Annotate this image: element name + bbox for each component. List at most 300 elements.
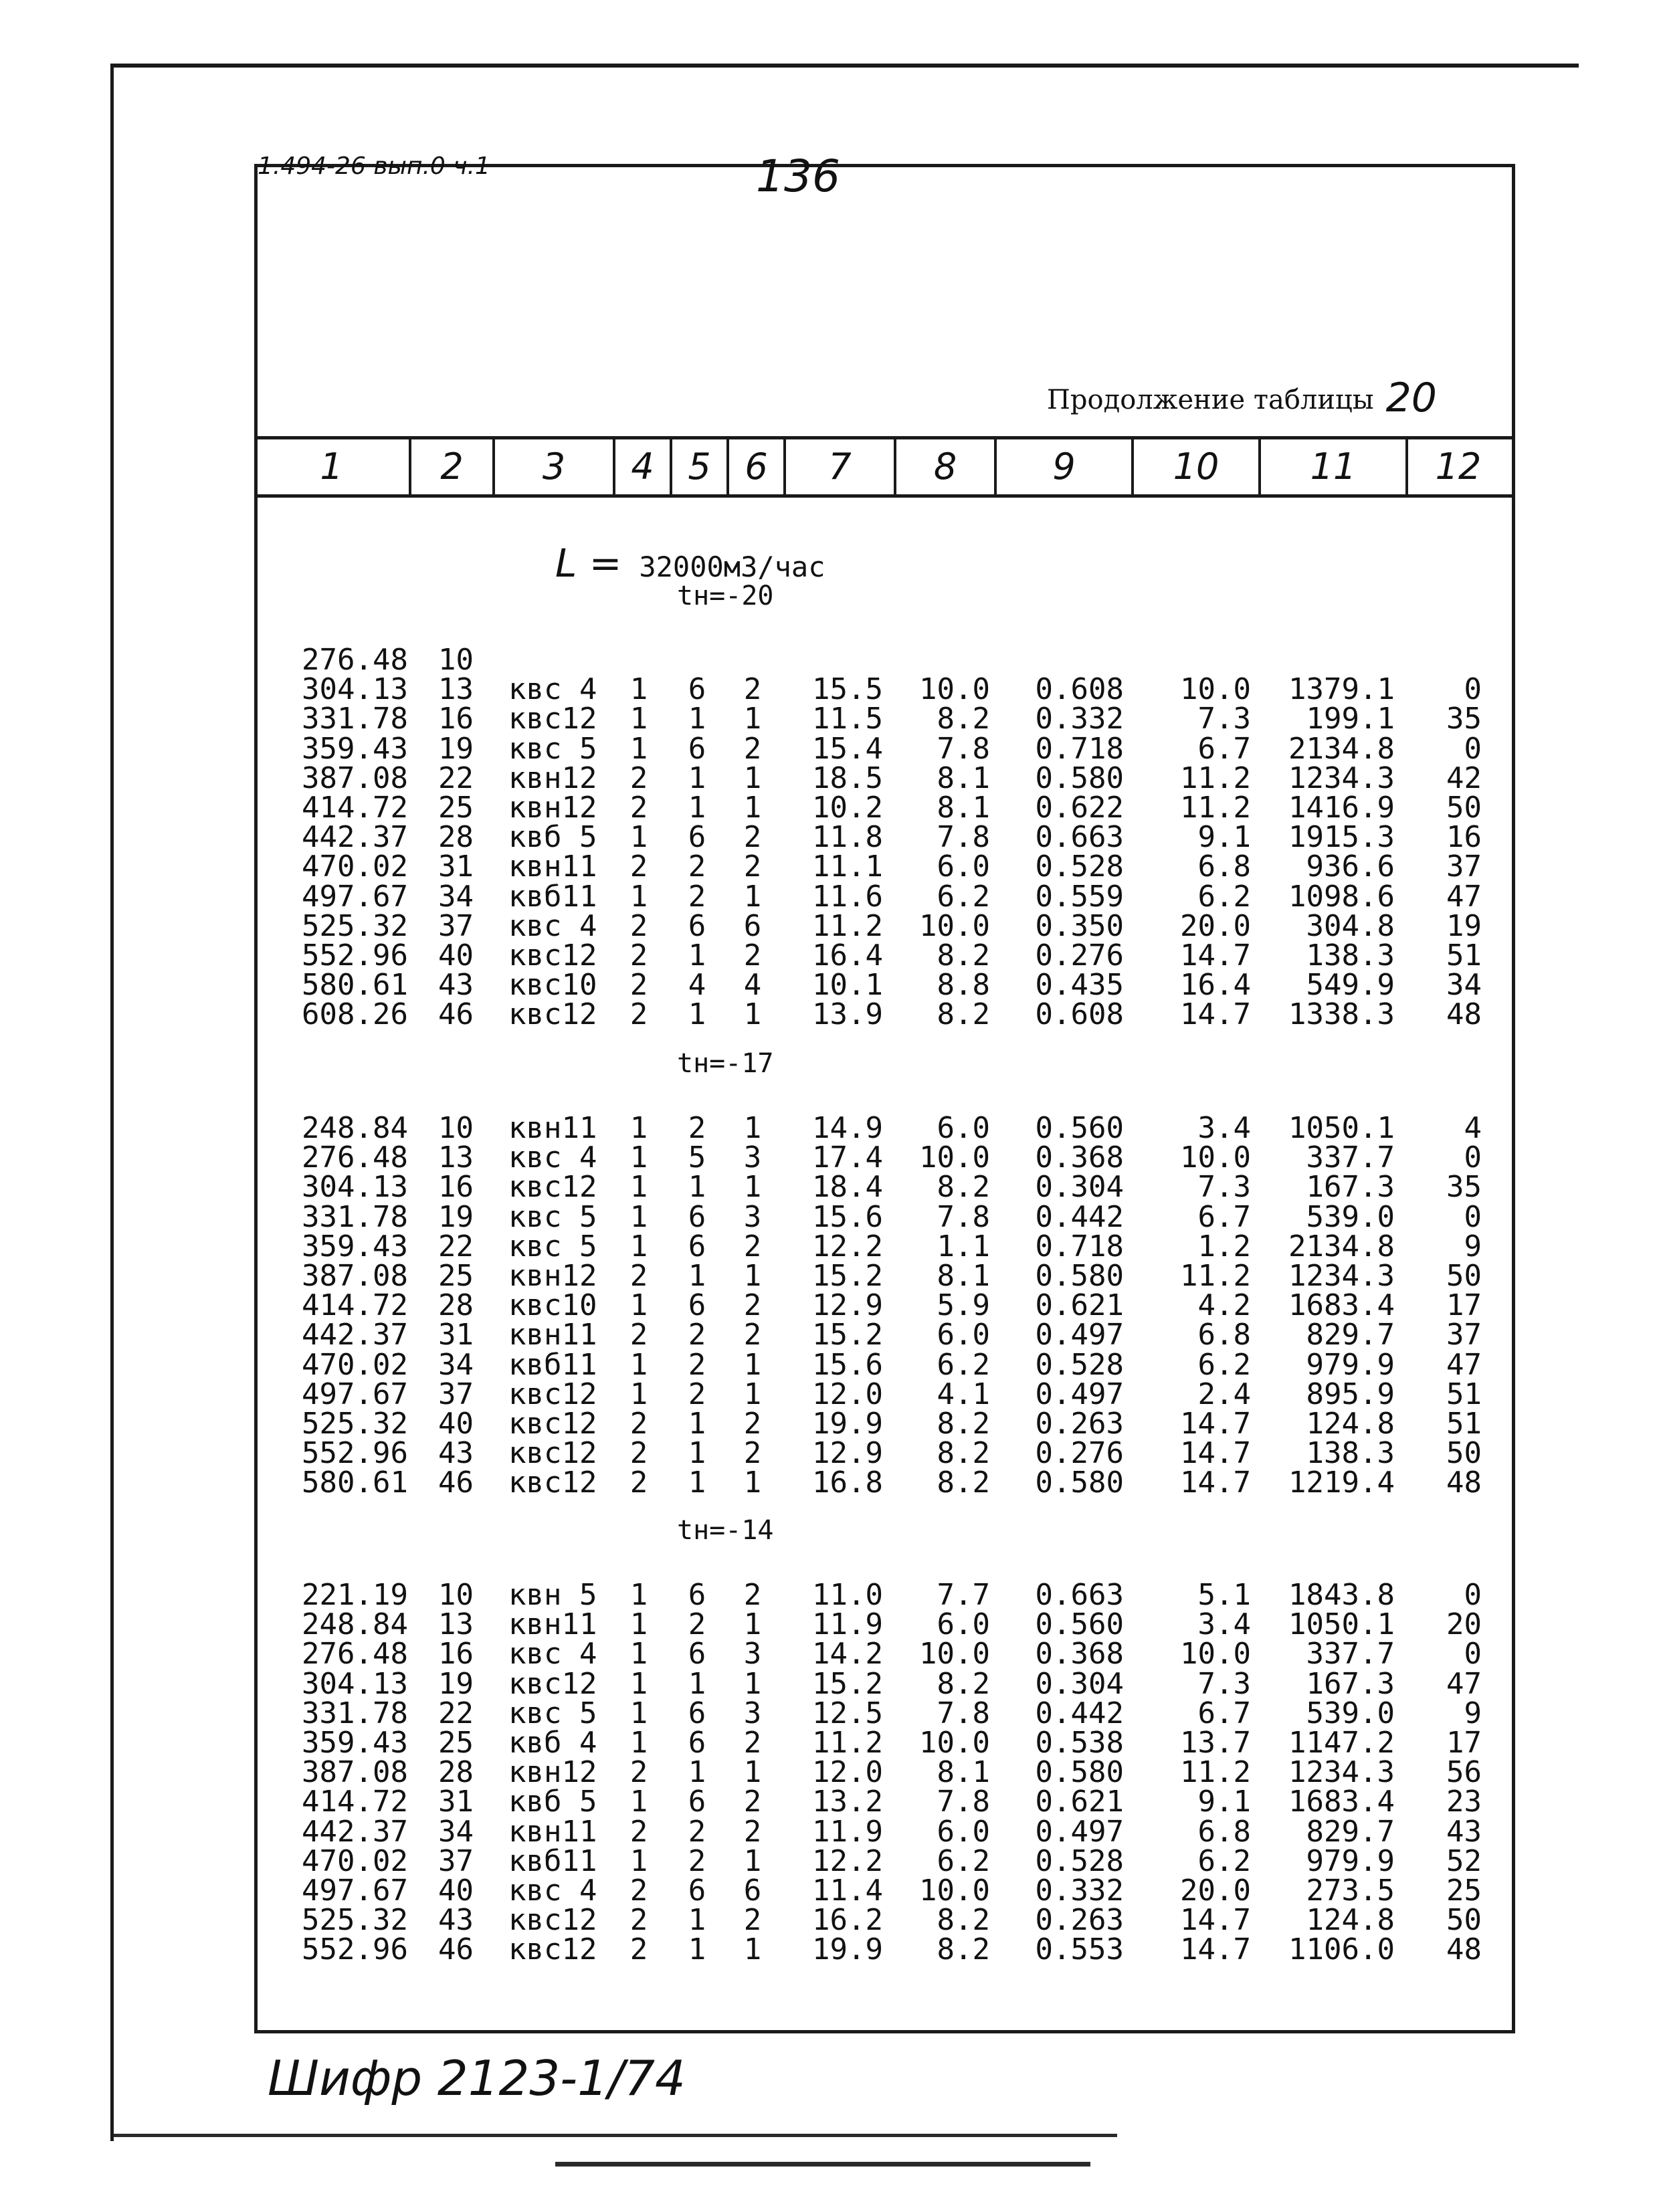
table-cell: 25 [438,1259,474,1293]
table-cell: 0.538 [1035,1726,1124,1760]
table-cell: 1 [743,1377,762,1411]
table-row [0,1436,1659,1471]
table-cell: 1 [629,702,648,736]
table-cell: 276.48 [302,643,408,677]
table-cell: 0.560 [1035,1111,1124,1145]
table-cell: 40 [438,938,474,973]
table-cell: 1098.6 [1288,879,1395,914]
table-cell: 19 [438,1666,474,1701]
table-cell: 2 [688,1377,706,1411]
table-row [0,1377,1659,1411]
table-row [0,1409,1659,1439]
table-row [0,938,1659,973]
column-header: 9 [997,439,1134,494]
table-cell: 37 [438,1843,474,1878]
table-cell: 10.1 [812,968,883,1003]
table-cell: 6 [688,1199,706,1234]
table-cell: квс12 [508,938,597,973]
table-cell: 2 [743,938,762,973]
table-row [0,1140,1659,1175]
table-cell: 0.442 [1035,1199,1124,1234]
table-cell: 14.9 [812,1111,883,1145]
table-cell: 2 [688,1814,706,1849]
table-cell: 10.0 [1180,1637,1251,1672]
table-cell: 497.67 [302,1874,408,1908]
table-row [0,731,1659,766]
table-cell: 979.9 [1306,1843,1395,1878]
table-cell: 0 [1464,1199,1482,1234]
table-cell: 0.497 [1035,1814,1124,1849]
table-cell: 1 [688,791,706,825]
table-cell: 6.0 [937,849,990,884]
table-cell: 37 [1446,1318,1482,1352]
continuation-title [1047,375,1437,421]
table-cell: 2 [743,672,762,707]
table-cell: 9 [1464,1229,1482,1264]
table-cell: 3 [743,1696,762,1730]
table-cell: 2 [743,1288,762,1323]
table-cell: 525.32 [302,1903,408,1938]
table-cell: 1416.9 [1288,791,1395,825]
table-cell: 1.1 [937,1229,990,1264]
table-cell: 14.7 [1180,1466,1251,1500]
table-cell: 48 [1446,1932,1482,1967]
table-cell: 1683.4 [1288,1785,1395,1819]
table-row [0,1814,1659,1849]
table-cell: 0.497 [1035,1318,1124,1352]
table-cell: 414.72 [302,1288,408,1323]
table-cell: 11.2 [1180,1259,1251,1293]
table-cell: 1 [743,1843,762,1878]
table-cell: 35 [1446,1170,1482,1205]
table-cell: 6.2 [937,1843,990,1878]
table-cell: 52 [1446,1843,1482,1878]
table-cell: 51 [1446,938,1482,973]
table-cell: 442.37 [302,820,408,855]
table-cell: 221.19 [302,1578,408,1612]
table-cell: 1234.3 [1288,1755,1395,1790]
table-row [0,879,1659,914]
table-cell: 50 [1446,1436,1482,1471]
table-cell: 4 [688,968,706,1003]
table-cell: 167.3 [1306,1170,1395,1205]
table-row [0,1843,1659,1878]
table-cell: 895.9 [1306,1377,1395,1411]
table-cell: 6 [743,908,762,943]
table-cell: 3.4 [1197,1111,1251,1145]
table-cell: 7.8 [937,1696,990,1730]
table-cell: 8.2 [937,997,990,1032]
column-header: 7 [786,439,896,494]
table-row [0,645,1659,675]
table-row [0,761,1659,795]
table-cell: 46 [438,1466,474,1500]
table-cell: 0 [1464,1140,1482,1175]
table-cell: 9.1 [1197,1785,1251,1819]
table-cell: 414.72 [302,791,408,825]
table-row [0,1755,1659,1790]
table-cell: 11.2 [1180,761,1251,795]
table-cell: 2 [629,1932,648,1967]
table-cell: 11.2 [1180,791,1251,825]
table-cell: 1 [743,1755,762,1790]
table-cell: 6.7 [1197,1696,1251,1730]
table-cell: 16.4 [1180,968,1251,1003]
table-cell: 37 [1446,849,1482,884]
table-cell: 50 [1446,791,1482,825]
table-cell: 1 [743,879,762,914]
table-cell: 6 [688,672,706,707]
table-cell: 1 [743,1607,762,1642]
table-cell: 2 [629,968,648,1003]
table-cell: 6 [743,1874,762,1908]
column-header: 4 [615,439,672,494]
table-cell: 1 [688,1932,706,1967]
table-cell: 0.304 [1035,1666,1124,1701]
table-cell: 12.5 [812,1696,883,1730]
table-row [0,1903,1659,1938]
table-cell: 8.2 [937,1436,990,1471]
table-cell: 304.13 [302,672,408,707]
table-cell: 1 [743,1932,762,1967]
table-row [0,1696,1659,1730]
table-cell: 2 [743,849,762,884]
table-cell: 1 [629,731,648,766]
table-cell: 525.32 [302,1407,408,1441]
table-number: 20 [1385,375,1437,421]
table-cell: 3.4 [1197,1607,1251,1642]
table-cell: 0.350 [1035,908,1124,943]
table-cell: 199.1 [1306,702,1395,736]
table-cell: 470.02 [302,1843,408,1878]
table-cell: 0.368 [1035,1637,1124,1672]
table-cell: 6.8 [1197,1814,1251,1849]
table-cell: 50 [1446,1903,1482,1938]
table-cell: 1 [629,820,648,855]
table-row [0,1347,1659,1382]
table-cell: 51 [1446,1407,1482,1441]
table-cell: 539.0 [1306,1696,1395,1730]
table-cell: 1 [629,1578,648,1612]
table-cell: 10.0 [1180,672,1251,707]
table-cell: 10 [438,643,474,677]
table-cell: 0.497 [1035,1377,1124,1411]
table-cell: 1 [629,1347,648,1382]
table-cell: 13 [438,1607,474,1642]
table-cell: 273.5 [1306,1874,1395,1908]
table-cell: 15.2 [812,1318,883,1352]
table-cell: 1106.0 [1288,1932,1395,1967]
table-cell: 2 [743,1318,762,1352]
table-cell: 25 [438,791,474,825]
table-cell: 497.67 [302,1377,408,1411]
table-cell: 0.276 [1035,938,1124,973]
table-cell: 48 [1446,1466,1482,1500]
table-cell: 19.9 [812,1407,883,1441]
table-cell: 7.8 [937,1785,990,1819]
table-cell: 6.2 [937,1347,990,1382]
table-cell: 6 [688,1578,706,1612]
table-cell: 1050.1 [1288,1607,1395,1642]
table-cell: 14.7 [1180,1407,1251,1441]
table-cell: 7.8 [937,731,990,766]
table-row [0,1320,1659,1350]
table-cell: 8.1 [937,791,990,825]
table-cell: 1 [629,1785,648,1819]
table-cell: 1 [743,791,762,825]
table-cell: 6 [688,1229,706,1264]
table-cell: 16 [438,1170,474,1205]
table-cell: квс12 [508,997,597,1032]
table-cell: 2 [743,1785,762,1819]
table-cell: 0.332 [1035,1874,1124,1908]
table-cell: квн11 [508,1318,597,1352]
table-cell: 8.2 [937,1170,990,1205]
table-row [0,793,1659,823]
table-cell: 6.7 [1197,1199,1251,1234]
table-cell: 15.2 [812,1259,883,1293]
table-cell: 6.2 [1197,1843,1251,1878]
table-cell: 6.0 [937,1607,990,1642]
table-cell: 552.96 [302,1436,408,1471]
table-cell: 10.0 [919,1726,990,1760]
table-cell: 331.78 [302,1696,408,1730]
table-cell: квс12 [508,1932,597,1967]
table-cell: 15.5 [812,672,883,707]
table-cell: 0.608 [1035,997,1124,1032]
table-cell: 1 [688,1259,706,1293]
table-cell: 1 [629,1666,648,1701]
table-cell: квн11 [508,1111,597,1145]
table-cell: 0.621 [1035,1785,1124,1819]
table-cell: квс 4 [508,1140,597,1175]
table-cell: 6 [688,1288,706,1323]
table-cell: 12.9 [812,1288,883,1323]
table-cell: квс 5 [508,731,597,766]
table-cell: 10.0 [919,1140,990,1175]
table-cell: 0 [1464,1578,1482,1612]
table-cell: квн12 [508,791,597,825]
table-cell: 0.560 [1035,1607,1124,1642]
table-cell: 2 [743,1578,762,1612]
table-cell: 13.9 [812,997,883,1032]
table-cell: 2 [629,1318,648,1352]
table-cell: 8.2 [937,702,990,736]
table-cell: 1 [629,1199,648,1234]
table-cell: 2 [743,1407,762,1441]
table-cell: 46 [438,997,474,1032]
table-cell: 2 [743,1436,762,1471]
flow-label [555,540,825,586]
flow-value: 32000м3/час [639,550,825,583]
table-cell: 8.2 [937,1466,990,1500]
column-header: 8 [896,439,997,494]
table-cell: квб11 [508,1347,597,1382]
table-cell: 2 [688,879,706,914]
table-cell: 0.580 [1035,1755,1124,1790]
table-cell: 1 [688,1466,706,1500]
table-cell: 304.13 [302,1666,408,1701]
table-cell: 43 [1446,1814,1482,1849]
table-cell: 10.0 [919,672,990,707]
table-cell: 15.6 [812,1347,883,1382]
table-cell: 6.8 [1197,849,1251,884]
table-cell: 1 [629,1170,648,1205]
table-cell: 11.2 [812,908,883,943]
table-cell: 9.1 [1197,820,1251,855]
table-cell: 2 [629,1903,648,1938]
table-cell: 10.2 [812,791,883,825]
column-header: 5 [672,439,729,494]
table-cell: 40 [438,1407,474,1441]
table-row [0,1787,1659,1817]
table-cell: 979.9 [1306,1347,1395,1382]
table-cell: 18.4 [812,1170,883,1205]
column-header: 3 [495,439,615,494]
table-row [0,1876,1659,1906]
table-cell: 6.0 [937,1318,990,1352]
table-cell: 37 [438,908,474,943]
table-cell: 34 [438,1347,474,1382]
table-cell: 34 [438,879,474,914]
table-cell: 13.7 [1180,1726,1251,1760]
table-row [0,704,1659,734]
table-cell: 124.8 [1306,1407,1395,1441]
table-cell: 2 [743,731,762,766]
table-cell: 331.78 [302,702,408,736]
table-cell: 8.2 [937,1407,990,1441]
table-cell: 337.7 [1306,1637,1395,1672]
table-cell: 304.13 [302,1170,408,1205]
table-cell: 12.0 [812,1755,883,1790]
table-cell: квн 5 [508,1578,597,1612]
table-cell: квс12 [508,1903,597,1938]
table-row [0,1637,1659,1672]
table-cell: 16 [438,1637,474,1672]
column-header: 6 [729,439,786,494]
table-cell: 276.48 [302,1637,408,1672]
column-header: 10 [1134,439,1261,494]
table-cell: квн12 [508,1755,597,1790]
table-cell: 608.26 [302,997,408,1032]
table-cell: 4.2 [1197,1288,1251,1323]
table-cell: 2 [629,1874,648,1908]
table-cell: 2 [629,1755,648,1790]
table-cell: 0.718 [1035,1229,1124,1264]
section-title: tн=-17 [677,1048,774,1079]
table-cell: квс 5 [508,1199,597,1234]
table-cell: 0.580 [1035,761,1124,795]
table-cell: 0.553 [1035,1932,1124,1967]
table-cell: квс12 [508,1377,597,1411]
table-cell: 19.9 [812,1932,883,1967]
table-cell: 2 [629,791,648,825]
table-cell: 2 [629,1814,648,1849]
table-cell: 20.0 [1180,1874,1251,1908]
table-cell: 0.580 [1035,1259,1124,1293]
table-cell: 1 [629,1696,648,1730]
table-cell: 8.1 [937,1259,990,1293]
table-cell: 2 [688,1607,706,1642]
table-cell: 28 [438,1288,474,1323]
table-cell: 552.96 [302,1932,408,1967]
table-cell: 248.84 [302,1111,408,1145]
table-cell: 1 [743,1666,762,1701]
table-cell: 2134.8 [1288,731,1395,766]
table-cell: 2 [629,938,648,973]
table-cell: 11.0 [812,1578,883,1612]
table-row [0,908,1659,943]
table-cell: 14.7 [1180,938,1251,973]
table-cell: 6 [688,1637,706,1672]
table-cell: 2 [629,761,648,795]
table-cell: 0 [1464,1637,1482,1672]
table-cell: 11.1 [812,849,883,884]
table-cell: 470.02 [302,849,408,884]
table-cell: 17 [1446,1726,1482,1760]
table-cell: 1 [743,997,762,1032]
table-cell: 2134.8 [1288,1229,1395,1264]
table-cell: 2 [629,849,648,884]
table-cell: 1 [688,1436,706,1471]
table-cell: 48 [1446,997,1482,1032]
table-cell: квб 5 [508,1785,597,1819]
table-cell: 8.8 [937,968,990,1003]
table-cell: 497.67 [302,879,408,914]
table-cell: 6.0 [937,1814,990,1849]
table-cell: 47 [1446,1347,1482,1382]
table-cell: 1 [629,1111,648,1145]
table-cell: 1 [629,1726,648,1760]
table-cell: квн11 [508,1814,597,1849]
table-cell: 31 [438,849,474,884]
table-row [0,1468,1659,1498]
table-cell: 6.2 [1197,879,1251,914]
table-row [0,1728,1659,1758]
table-cell: 387.08 [302,761,408,795]
table-row [0,1288,1659,1323]
table-cell: 539.0 [1306,1199,1395,1234]
section-title: tн=-14 [677,1515,774,1546]
table-cell: 2 [688,1111,706,1145]
table-cell: 0.608 [1035,672,1124,707]
table-cell: 13 [438,672,474,707]
table-cell: 6 [688,1874,706,1908]
table-cell: 12.2 [812,1229,883,1264]
table-cell: 0.528 [1035,849,1124,884]
table-cell: 34 [1446,968,1482,1003]
table-cell: 2 [743,1726,762,1760]
table-cell: 1 [629,1843,648,1878]
table-cell: 10 [438,1578,474,1612]
table-cell: 13 [438,1140,474,1175]
table-cell: 1 [688,702,706,736]
table-cell: 0.528 [1035,1347,1124,1382]
table-cell: 337.7 [1306,1140,1395,1175]
table-cell: 2 [629,1259,648,1293]
table-cell: 6.0 [937,1111,990,1145]
table-cell: 9 [1464,1696,1482,1730]
table-cell: 1 [629,879,648,914]
table-cell: 16.2 [812,1903,883,1938]
table-cell: 10.0 [919,1637,990,1672]
table-cell: 1 [743,1466,762,1500]
table-row [0,1229,1659,1264]
table-cell: 1 [743,702,762,736]
table-cell: 3 [743,1637,762,1672]
table-cell: 470.02 [302,1347,408,1382]
table-cell: 46 [438,1932,474,1967]
